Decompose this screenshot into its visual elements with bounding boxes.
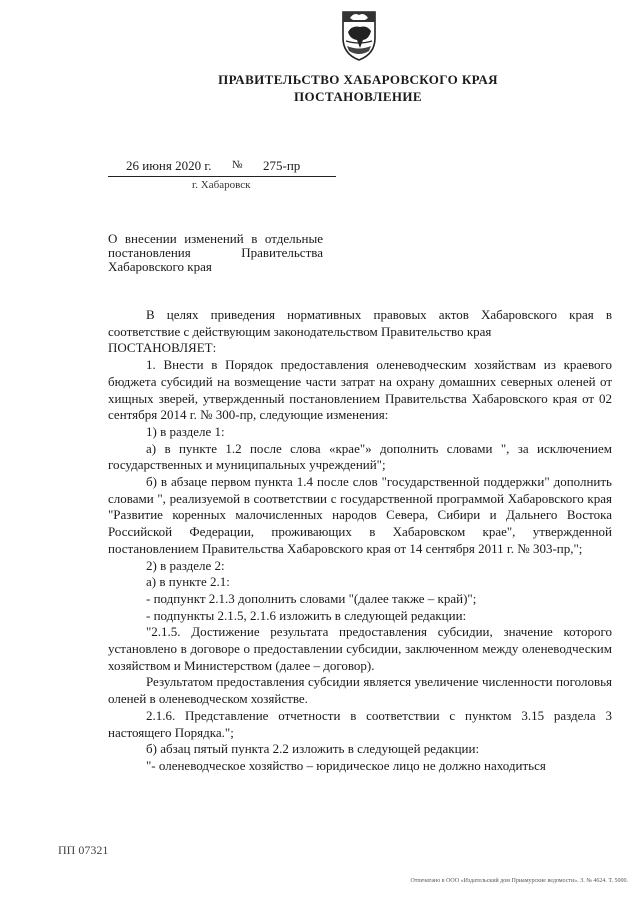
footer-document-code: ПП 07321	[58, 843, 109, 857]
document-subject: О внесении изменений в отдельные постановления Правительства Хабаровского края	[108, 231, 323, 274]
paragraph: 1) в разделе 1:	[146, 423, 225, 439]
paragraph: а) в пункте 2.1:	[146, 574, 230, 590]
organization-name: ПРАВИТЕЛЬСТВО ХАБАРОВСКОГО КРАЯ	[218, 72, 498, 87]
number-sign: №	[232, 159, 243, 171]
khabarovsk-coat-of-arms-icon	[336, 8, 382, 62]
document-date: 26 июня 2020 г.	[126, 158, 212, 173]
paragraph: б) в абзаце первом пункта 1.4 после слов "государственной поддержки" дополнить словами ", реализуемой в соответствии с государственной программой Хабаровского края "Развитие коренных малочисленных народов Севера, Сибири и Дальнего Востока Российской Федерации, проживающих в Хабаровском крае", утвержденной постановлением Правительства Хабаровского края от 14 сентября 2011 г. № 303-пр,";	[108, 474, 612, 556]
paragraph: а) в пункте 1.2 после слова «крае"» дополнить словами ", за исключением государственных и муниципальных учреждений";	[108, 440, 612, 473]
paragraph: "- оленеводческое хозяйство – юридическое лицо не должно находиться	[146, 757, 546, 773]
paragraph: 2.1.6. Представление отчетности в соответствии с пунктом 3.15 раздела 3 настоящего Порядка.";	[108, 707, 612, 740]
date-number-line	[108, 158, 336, 177]
printer-imprint: Отпечатано в ООО «Издательский дом Приамурские ведомости». З. № 4624. Т. 5000.	[410, 878, 628, 884]
paragraph: Результатом предоставления субсидии является увеличение численности поголовья оленей в оленеводческом хозяйстве.	[108, 674, 612, 707]
paragraph: - подпункт 2.1.3 дополнить словами "(далее также – край)";	[146, 590, 477, 606]
document-body	[108, 307, 612, 775]
paragraph: В целях приведения нормативных правовых актов Хабаровского края в соответствие с действующим законодательством Правительство края	[108, 307, 612, 339]
paragraph: 2) в разделе 2:	[146, 557, 225, 573]
paragraph: "2.1.5. Достижение результата предоставления субсидии, значение которого установлено в договоре о предоставлении субсидии, заключенном между оленеводческим хозяйством и Министерством (далее – договор).	[108, 624, 612, 673]
document-number: 275-пр	[263, 158, 301, 173]
paragraph: 1. Внести в Порядок предоставления оленеводческим хозяйствам из краевого бюджета субсидий на возмещение части затрат на охрану домашних северных оленей от хищных зверей, утвержденный постановлением Правительства Хабаровского края от 02 сентября 2014 г. № 300-пр, следующие изменения:	[108, 357, 612, 423]
paragraph-resolves: ПОСТАНОВЛЯЕТ:	[108, 340, 217, 356]
city: г. Хабаровск	[192, 179, 251, 191]
paragraph: - подпункты 2.1.5, 2.1.6 изложить в следующей редакции:	[146, 607, 467, 623]
document-type: ПОСТАНОВЛЕНИЕ	[293, 89, 423, 104]
paragraph: б) абзац пятый пункта 2.2 изложить в следующей редакции:	[146, 741, 480, 757]
